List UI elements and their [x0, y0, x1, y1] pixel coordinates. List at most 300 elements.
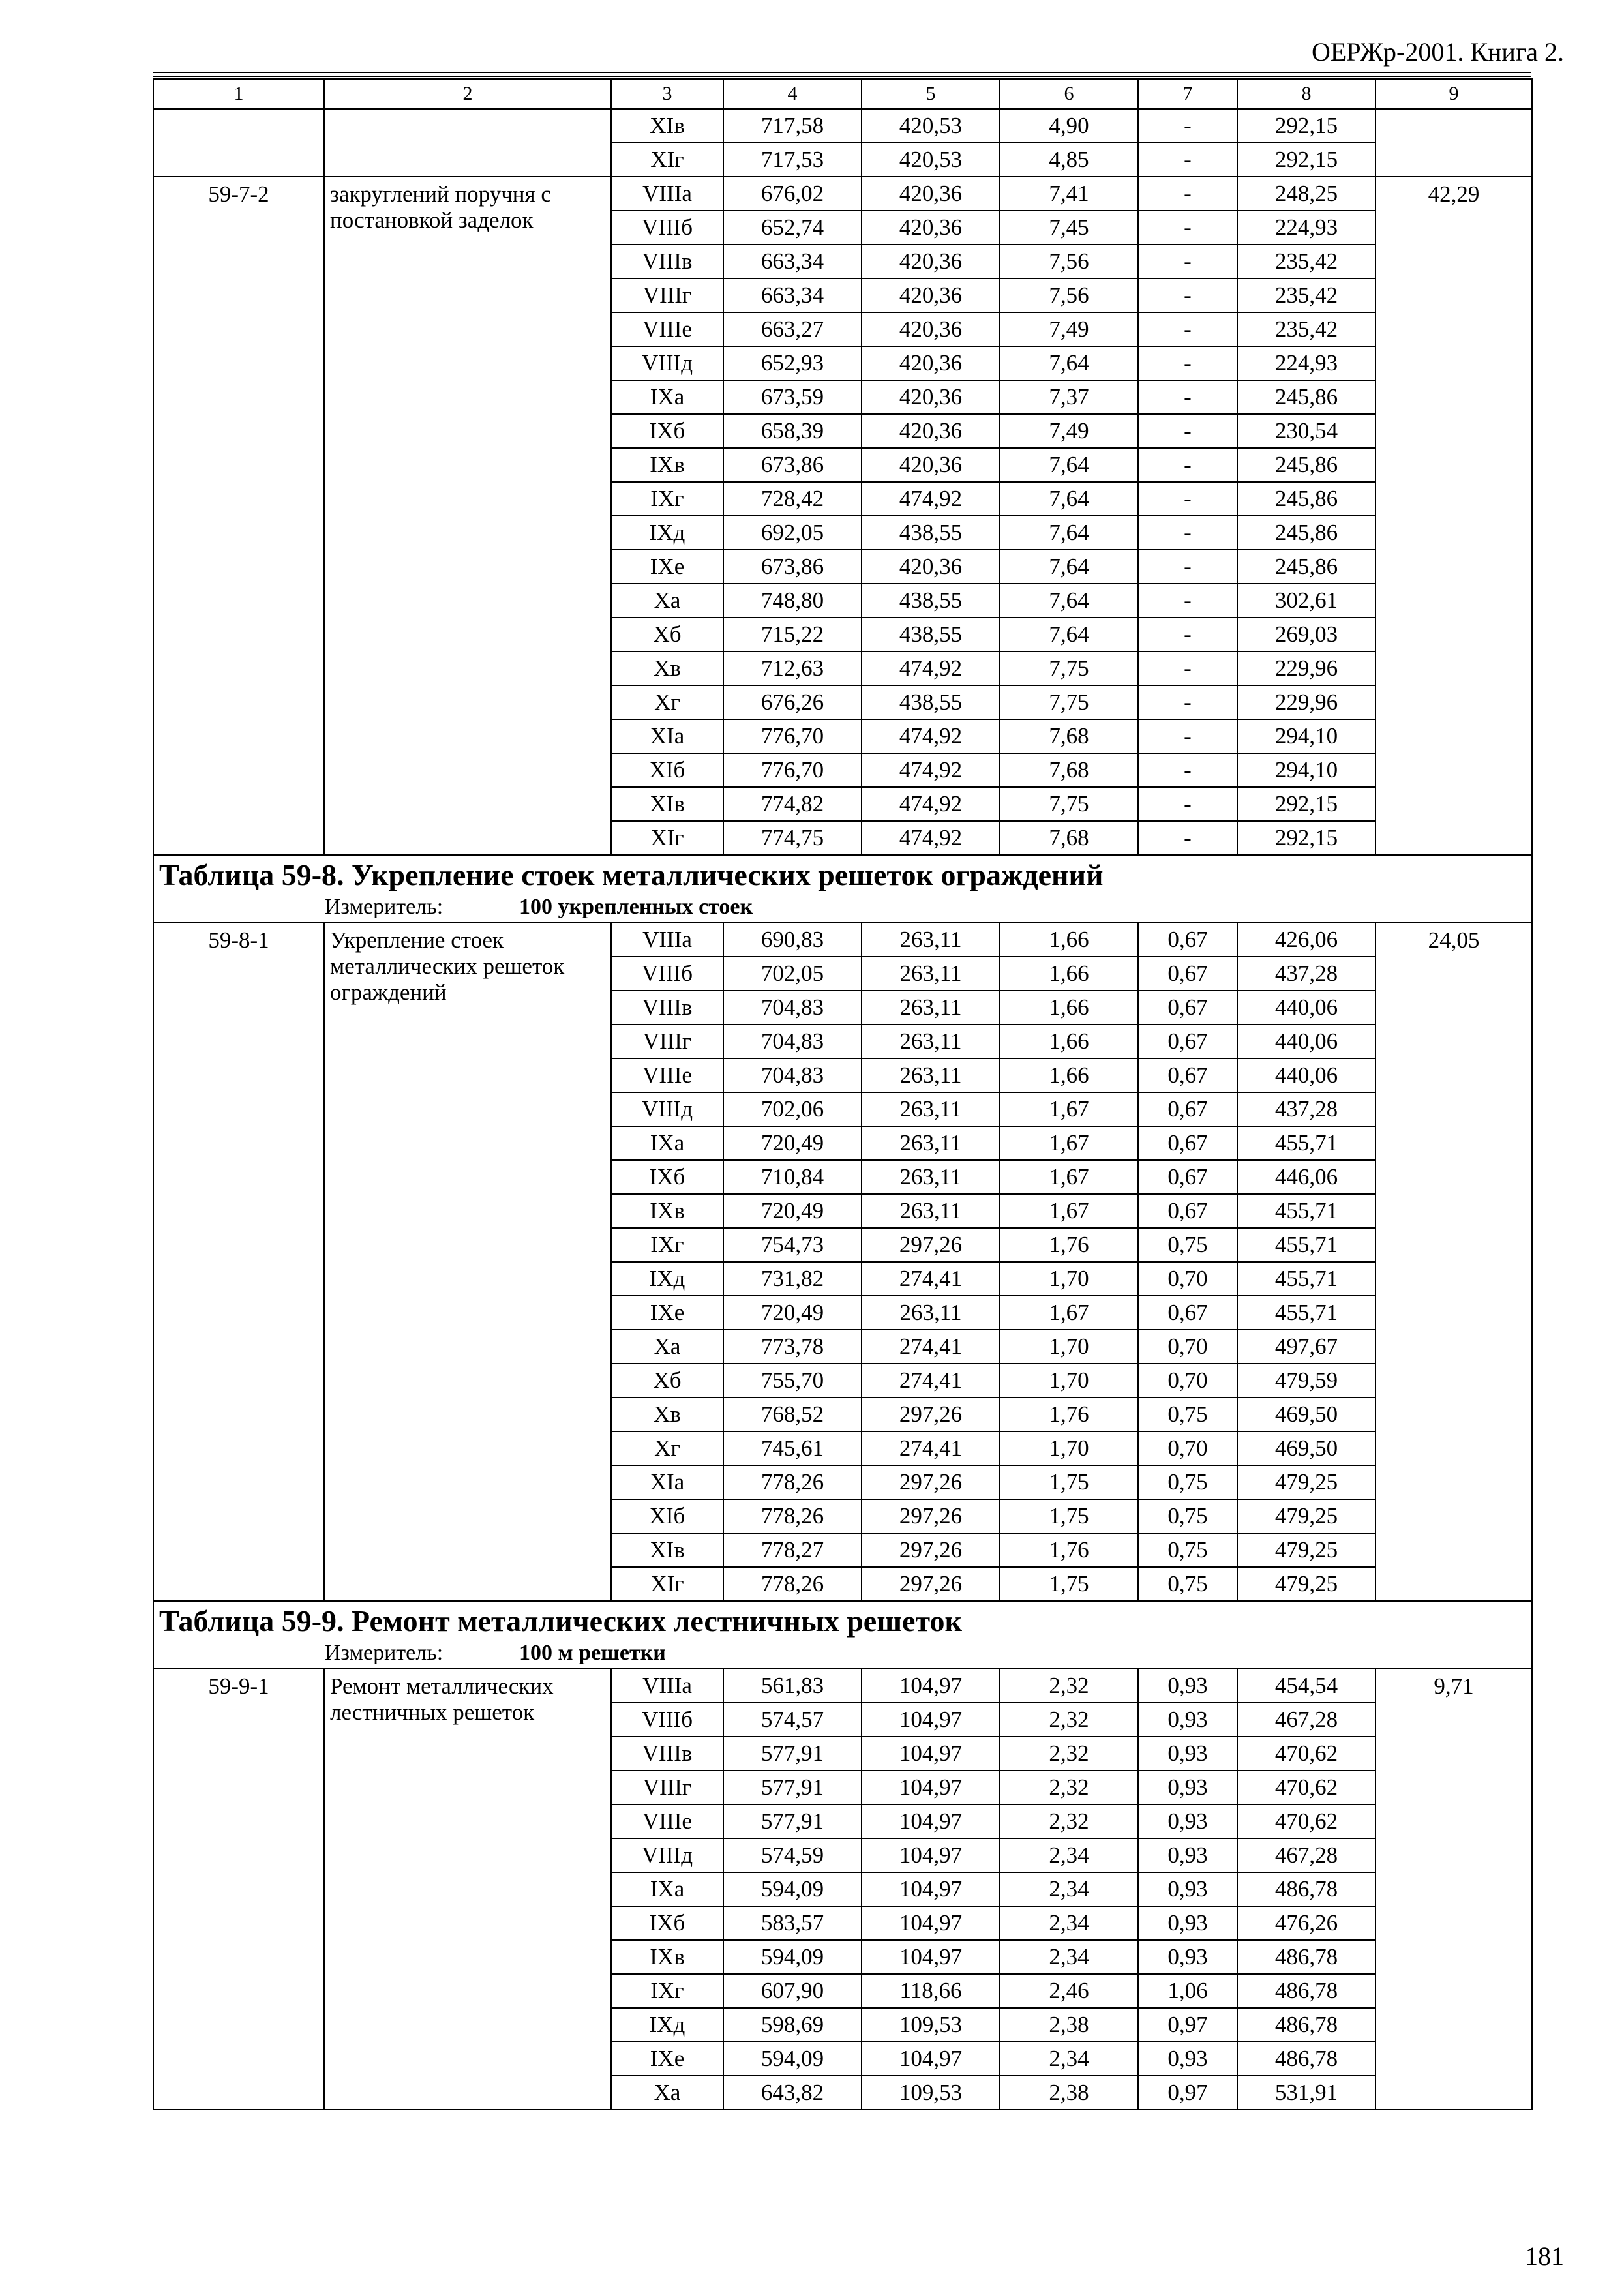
zone-cell: XIв	[611, 1533, 723, 1567]
zone-cell: VIIIа	[611, 177, 723, 211]
materials-cell: 235,42	[1237, 245, 1376, 278]
materials-cell: 440,06	[1237, 991, 1376, 1025]
zone-cell: XIа	[611, 1465, 723, 1499]
wage-cell: 263,11	[862, 1126, 1000, 1160]
materials-cell: 235,42	[1237, 312, 1376, 346]
machinist-wage-cell: -	[1138, 651, 1237, 685]
zone-cell: XIв	[611, 787, 723, 821]
table-title: Таблица 59-9. Ремонт металлических лестничных решеток	[159, 1604, 962, 1638]
machine-cost-cell: 1,66	[1000, 1058, 1138, 1092]
direct-cost-cell: 717,58	[723, 109, 862, 143]
wage-cell: 297,26	[862, 1567, 1000, 1601]
work-description-cell: закруглений поручня с постановкой заделок	[324, 177, 611, 855]
materials-cell: 486,78	[1237, 2042, 1376, 2076]
zone-cell: IXе	[611, 2042, 723, 2076]
materials-cell: 479,25	[1237, 1465, 1376, 1499]
wage-cell: 438,55	[862, 685, 1000, 719]
machinist-wage-cell: -	[1138, 685, 1237, 719]
machinist-wage-cell: 0,70	[1138, 1330, 1237, 1364]
machinist-wage-cell: 0,70	[1138, 1262, 1237, 1296]
page-number: 181	[1525, 2241, 1564, 2271]
machinist-wage-cell: 0,97	[1138, 2008, 1237, 2042]
machine-cost-cell: 1,70	[1000, 1364, 1138, 1398]
machine-cost-cell: 2,32	[1000, 1737, 1138, 1771]
machinist-wage-cell: 0,67	[1138, 991, 1237, 1025]
materials-cell: 469,50	[1237, 1398, 1376, 1431]
table-row	[153, 1669, 1532, 1703]
machinist-wage-cell: -	[1138, 482, 1237, 516]
direct-cost-cell: 577,91	[723, 1804, 862, 1838]
materials-cell: 245,86	[1237, 516, 1376, 550]
machine-cost-cell: 7,75	[1000, 787, 1138, 821]
zone-cell: XIг	[611, 143, 723, 177]
wage-cell: 474,92	[862, 753, 1000, 787]
direct-cost-cell: 720,49	[723, 1126, 862, 1160]
machine-cost-cell: 1,67	[1000, 1194, 1138, 1228]
materials-cell: 224,93	[1237, 346, 1376, 380]
rates-table	[153, 78, 1533, 2110]
zone-cell: IXд	[611, 1262, 723, 1296]
wage-cell: 274,41	[862, 1262, 1000, 1296]
wage-cell: 297,26	[862, 1228, 1000, 1262]
zone-cell: IXв	[611, 1940, 723, 1974]
direct-cost-cell: 728,42	[723, 482, 862, 516]
materials-cell: 467,28	[1237, 1838, 1376, 1872]
materials-cell: 292,15	[1237, 787, 1376, 821]
machinist-wage-cell: 0,75	[1138, 1533, 1237, 1567]
materials-cell: 455,71	[1237, 1228, 1376, 1262]
machinist-wage-cell: 0,67	[1138, 1092, 1237, 1126]
direct-cost-cell: 745,61	[723, 1431, 862, 1465]
direct-cost-cell: 598,69	[723, 2008, 862, 2042]
machine-cost-cell: 7,41	[1000, 177, 1138, 211]
column-number: 6	[1000, 79, 1138, 109]
materials-cell: 294,10	[1237, 753, 1376, 787]
wage-cell: 438,55	[862, 618, 1000, 651]
wage-cell: 438,55	[862, 516, 1000, 550]
header-rule	[153, 72, 1531, 73]
materials-cell: 230,54	[1237, 414, 1376, 448]
wage-cell: 263,11	[862, 1092, 1000, 1126]
machinist-wage-cell: 0,93	[1138, 1838, 1237, 1872]
wage-cell: 420,53	[862, 143, 1000, 177]
machinist-wage-cell: 0,93	[1138, 1771, 1237, 1804]
machinist-wage-cell: -	[1138, 245, 1237, 278]
machine-cost-cell: 7,75	[1000, 685, 1138, 719]
wage-cell: 104,97	[862, 1906, 1000, 1940]
wage-cell: 420,36	[862, 278, 1000, 312]
column-number: 4	[723, 79, 862, 109]
machine-cost-cell: 7,45	[1000, 211, 1138, 245]
table-row	[153, 177, 1532, 211]
machine-cost-cell: 1,76	[1000, 1398, 1138, 1431]
direct-cost-cell: 594,09	[723, 2042, 862, 2076]
machinist-wage-cell: 0,93	[1138, 1669, 1237, 1703]
direct-cost-cell: 776,70	[723, 753, 862, 787]
materials-cell: 455,71	[1237, 1194, 1376, 1228]
zone-cell: VIIIд	[611, 346, 723, 380]
zone-cell: IXд	[611, 516, 723, 550]
measure-line	[154, 892, 1531, 922]
materials-cell: 294,10	[1237, 719, 1376, 753]
direct-cost-cell: 652,93	[723, 346, 862, 380]
machinist-wage-cell: -	[1138, 109, 1237, 143]
zone-cell: VIIIб	[611, 957, 723, 991]
zone-cell: IXб	[611, 414, 723, 448]
wage-cell: 118,66	[862, 1974, 1000, 2008]
zone-cell: IXб	[611, 1906, 723, 1940]
direct-cost-cell: 663,34	[723, 245, 862, 278]
wage-cell: 263,11	[862, 1194, 1000, 1228]
wage-cell: 263,11	[862, 1296, 1000, 1330]
zone-cell: VIIIа	[611, 1669, 723, 1703]
materials-cell: 224,93	[1237, 211, 1376, 245]
wage-cell: 297,26	[862, 1465, 1000, 1499]
machine-cost-cell: 2,34	[1000, 1872, 1138, 1906]
machine-cost-cell: 1,67	[1000, 1092, 1138, 1126]
materials-cell: 292,15	[1237, 143, 1376, 177]
machine-cost-cell: 7,56	[1000, 245, 1138, 278]
column-number: 3	[611, 79, 723, 109]
direct-cost-cell: 712,63	[723, 651, 862, 685]
zone-cell: Xб	[611, 618, 723, 651]
materials-cell: 455,71	[1237, 1126, 1376, 1160]
wage-cell: 420,53	[862, 109, 1000, 143]
direct-cost-cell: 702,06	[723, 1092, 862, 1126]
materials-cell: 486,78	[1237, 1872, 1376, 1906]
direct-cost-cell: 715,22	[723, 618, 862, 651]
wage-cell: 274,41	[862, 1364, 1000, 1398]
rate-code-cell: 59-9-1	[153, 1669, 324, 2110]
wage-cell: 263,11	[862, 1160, 1000, 1194]
machine-cost-cell: 7,64	[1000, 346, 1138, 380]
measure-label: Измеритель:	[325, 895, 444, 919]
materials-cell: 455,71	[1237, 1262, 1376, 1296]
machine-cost-cell: 1,75	[1000, 1465, 1138, 1499]
machinist-wage-cell: 0,97	[1138, 2076, 1237, 2110]
direct-cost-cell: 774,75	[723, 821, 862, 855]
work-description-cell: Ремонт металлических лестничных решеток	[324, 1669, 611, 2110]
machinist-wage-cell: 0,75	[1138, 1567, 1237, 1601]
rate-code-cell: 59-7-2	[153, 177, 324, 855]
zone-cell: IXе	[611, 1296, 723, 1330]
wage-cell: 104,97	[862, 1737, 1000, 1771]
zone-cell: VIIIв	[611, 245, 723, 278]
wage-cell: 104,97	[862, 1771, 1000, 1804]
machine-cost-cell: 1,70	[1000, 1262, 1138, 1296]
zone-cell: VIIIа	[611, 923, 723, 957]
zone-cell: Xб	[611, 1364, 723, 1398]
zone-cell: XIг	[611, 1567, 723, 1601]
materials-cell: 469,50	[1237, 1431, 1376, 1465]
zone-cell: XIа	[611, 719, 723, 753]
wage-cell: 109,53	[862, 2076, 1000, 2110]
table-title-cell	[153, 855, 1532, 923]
machine-cost-cell: 2,32	[1000, 1669, 1138, 1703]
column-number: 9	[1376, 79, 1532, 109]
measure-value: 100 укрепленных стоек	[519, 895, 753, 919]
direct-cost-cell: 704,83	[723, 1025, 862, 1058]
materials-cell: 486,78	[1237, 2008, 1376, 2042]
wage-cell: 274,41	[862, 1431, 1000, 1465]
machine-cost-cell: 7,64	[1000, 448, 1138, 482]
materials-cell: 467,28	[1237, 1703, 1376, 1737]
materials-cell: 440,06	[1237, 1058, 1376, 1092]
materials-cell: 245,86	[1237, 380, 1376, 414]
wage-cell: 420,36	[862, 550, 1000, 584]
machinist-wage-cell: -	[1138, 584, 1237, 618]
column-number: 1	[153, 79, 324, 109]
direct-cost-cell: 607,90	[723, 1974, 862, 2008]
machine-cost-cell: 4,90	[1000, 109, 1138, 143]
wage-cell: 104,97	[862, 1804, 1000, 1838]
wage-cell: 104,97	[862, 1703, 1000, 1737]
wage-cell: 263,11	[862, 991, 1000, 1025]
wage-cell: 420,36	[862, 177, 1000, 211]
direct-cost-cell: 574,59	[723, 1838, 862, 1872]
direct-cost-cell: 561,83	[723, 1669, 862, 1703]
direct-cost-cell: 663,27	[723, 312, 862, 346]
machine-cost-cell: 2,38	[1000, 2008, 1138, 2042]
materials-cell: 292,15	[1237, 821, 1376, 855]
wage-cell: 474,92	[862, 482, 1000, 516]
zone-cell: IXг	[611, 1228, 723, 1262]
zone-cell: IXа	[611, 1872, 723, 1906]
machine-cost-cell: 2,34	[1000, 1838, 1138, 1872]
materials-cell: 245,86	[1237, 550, 1376, 584]
zone-cell: XIб	[611, 753, 723, 787]
wage-cell: 420,36	[862, 211, 1000, 245]
materials-cell: 479,25	[1237, 1567, 1376, 1601]
machine-cost-cell: 2,34	[1000, 1940, 1138, 1974]
direct-cost-cell: 658,39	[723, 414, 862, 448]
zone-cell: VIIIб	[611, 211, 723, 245]
materials-cell: 486,78	[1237, 1940, 1376, 1974]
machinist-wage-cell: -	[1138, 821, 1237, 855]
wage-cell: 420,36	[862, 380, 1000, 414]
machine-cost-cell: 1,70	[1000, 1431, 1138, 1465]
column-number: 2	[324, 79, 611, 109]
machine-cost-cell: 2,32	[1000, 1771, 1138, 1804]
direct-cost-cell: 702,05	[723, 957, 862, 991]
wage-cell: 104,97	[862, 2042, 1000, 2076]
header-rule-secondary	[153, 76, 1531, 77]
direct-cost-cell: 754,73	[723, 1228, 862, 1262]
machinist-wage-cell: 0,67	[1138, 1025, 1237, 1058]
wage-cell: 104,97	[862, 1940, 1000, 1974]
direct-cost-cell: 774,82	[723, 787, 862, 821]
machinist-wage-cell: -	[1138, 177, 1237, 211]
machine-cost-cell: 1,67	[1000, 1296, 1138, 1330]
materials-cell: 479,25	[1237, 1533, 1376, 1567]
direct-cost-cell: 663,34	[723, 278, 862, 312]
wage-cell: 263,11	[862, 923, 1000, 957]
machinist-wage-cell: 0,93	[1138, 1737, 1237, 1771]
machine-cost-cell: 7,49	[1000, 414, 1138, 448]
machine-cost-cell: 7,64	[1000, 516, 1138, 550]
materials-cell: 437,28	[1237, 1092, 1376, 1126]
machinist-wage-cell: 0,93	[1138, 1906, 1237, 1940]
machine-cost-cell: 1,67	[1000, 1160, 1138, 1194]
machinist-wage-cell: 0,70	[1138, 1364, 1237, 1398]
direct-cost-cell: 692,05	[723, 516, 862, 550]
measure-line	[154, 1638, 1531, 1668]
machinist-wage-cell: 0,75	[1138, 1398, 1237, 1431]
wage-cell: 474,92	[862, 719, 1000, 753]
machinist-wage-cell: -	[1138, 414, 1237, 448]
machinist-wage-cell: 0,67	[1138, 957, 1237, 991]
materials-cell: 248,25	[1237, 177, 1376, 211]
wage-cell: 263,11	[862, 1025, 1000, 1058]
machine-cost-cell: 2,38	[1000, 2076, 1138, 2110]
direct-cost-cell: 652,74	[723, 211, 862, 245]
machinist-wage-cell: 0,70	[1138, 1431, 1237, 1465]
materials-cell: 497,67	[1237, 1330, 1376, 1364]
direct-cost-cell: 704,83	[723, 1058, 862, 1092]
wage-cell: 420,36	[862, 312, 1000, 346]
direct-cost-cell: 643,82	[723, 2076, 862, 2110]
wage-cell: 474,92	[862, 787, 1000, 821]
machinist-wage-cell: 0,75	[1138, 1465, 1237, 1499]
machinist-wage-cell: 0,67	[1138, 1194, 1237, 1228]
machine-cost-cell: 2,32	[1000, 1703, 1138, 1737]
table-title-row	[153, 1601, 1532, 1669]
machinist-wage-cell: 0,93	[1138, 1804, 1237, 1838]
work-description-cell	[324, 109, 611, 177]
machine-cost-cell: 1,76	[1000, 1533, 1138, 1567]
zone-cell: IXа	[611, 1126, 723, 1160]
table-title: Таблица 59-8. Укрепление стоек металлических решеток ограждений	[159, 858, 1104, 891]
zone-cell: Xв	[611, 1398, 723, 1431]
machinist-wage-cell: 0,67	[1138, 1160, 1237, 1194]
zone-cell: IXв	[611, 1194, 723, 1228]
materials-cell: 235,42	[1237, 278, 1376, 312]
materials-cell: 437,28	[1237, 957, 1376, 991]
machinist-wage-cell: -	[1138, 346, 1237, 380]
materials-cell: 245,86	[1237, 482, 1376, 516]
direct-cost-cell: 717,53	[723, 143, 862, 177]
machinist-wage-cell: 0,67	[1138, 923, 1237, 957]
materials-cell: 245,86	[1237, 448, 1376, 482]
zone-cell: VIIIе	[611, 1058, 723, 1092]
machinist-wage-cell: -	[1138, 753, 1237, 787]
materials-cell: 440,06	[1237, 1025, 1376, 1058]
direct-cost-cell: 748,80	[723, 584, 862, 618]
direct-cost-cell: 673,86	[723, 448, 862, 482]
machinist-wage-cell: 0,93	[1138, 1703, 1237, 1737]
direct-cost-cell: 720,49	[723, 1194, 862, 1228]
machinist-wage-cell: 0,75	[1138, 1499, 1237, 1533]
machine-cost-cell: 7,64	[1000, 618, 1138, 651]
machine-cost-cell: 7,68	[1000, 753, 1138, 787]
machinist-wage-cell: -	[1138, 312, 1237, 346]
machinist-wage-cell: 0,93	[1138, 2042, 1237, 2076]
direct-cost-cell: 710,84	[723, 1160, 862, 1194]
machinist-wage-cell: 0,75	[1138, 1228, 1237, 1262]
materials-cell: 531,91	[1237, 2076, 1376, 2110]
direct-cost-cell: 704,83	[723, 991, 862, 1025]
zone-cell: VIIIд	[611, 1092, 723, 1126]
zone-cell: IXв	[611, 448, 723, 482]
column-number: 5	[862, 79, 1000, 109]
materials-cell: 302,61	[1237, 584, 1376, 618]
machinist-wage-cell: 0,93	[1138, 1940, 1237, 1974]
direct-cost-cell: 778,26	[723, 1499, 862, 1533]
materials-cell: 479,25	[1237, 1499, 1376, 1533]
wage-cell: 263,11	[862, 1058, 1000, 1092]
machine-cost-cell: 4,85	[1000, 143, 1138, 177]
machine-cost-cell: 2,32	[1000, 1804, 1138, 1838]
direct-cost-cell: 776,70	[723, 719, 862, 753]
direct-cost-cell: 594,09	[723, 1872, 862, 1906]
zone-cell: Xа	[611, 1330, 723, 1364]
machinist-wage-cell: 0,67	[1138, 1296, 1237, 1330]
machinist-wage-cell: -	[1138, 143, 1237, 177]
zone-cell: Xв	[611, 651, 723, 685]
zone-cell: Xг	[611, 685, 723, 719]
wage-cell: 109,53	[862, 2008, 1000, 2042]
zone-cell: VIIIе	[611, 312, 723, 346]
direct-cost-cell: 577,91	[723, 1737, 862, 1771]
rate-code-cell: 59-8-1	[153, 923, 324, 1601]
materials-cell: 292,15	[1237, 109, 1376, 143]
zone-cell: VIIIв	[611, 1737, 723, 1771]
wage-cell: 420,36	[862, 414, 1000, 448]
zone-cell: IXб	[611, 1160, 723, 1194]
wage-cell: 297,26	[862, 1499, 1000, 1533]
direct-cost-cell: 778,26	[723, 1567, 862, 1601]
direct-cost-cell: 731,82	[723, 1262, 862, 1296]
machine-cost-cell: 1,75	[1000, 1499, 1138, 1533]
zone-cell: VIIIг	[611, 1771, 723, 1804]
labor-cost-cell	[1376, 109, 1532, 177]
materials-cell: 229,96	[1237, 685, 1376, 719]
materials-cell: 455,71	[1237, 1296, 1376, 1330]
zone-cell: XIв	[611, 109, 723, 143]
materials-cell: 486,78	[1237, 1974, 1376, 2008]
direct-cost-cell: 574,57	[723, 1703, 862, 1737]
machine-cost-cell: 1,66	[1000, 957, 1138, 991]
wage-cell: 263,11	[862, 957, 1000, 991]
machine-cost-cell: 7,68	[1000, 821, 1138, 855]
table-title-row	[153, 855, 1532, 923]
zone-cell: Xа	[611, 584, 723, 618]
zone-cell: IXа	[611, 380, 723, 414]
wage-cell: 420,36	[862, 245, 1000, 278]
zone-cell: VIIIг	[611, 278, 723, 312]
machine-cost-cell: 1,66	[1000, 1025, 1138, 1058]
machine-cost-cell: 1,66	[1000, 991, 1138, 1025]
direct-cost-cell: 594,09	[723, 1940, 862, 1974]
machine-cost-cell: 7,64	[1000, 550, 1138, 584]
machine-cost-cell: 1,67	[1000, 1126, 1138, 1160]
column-number: 8	[1237, 79, 1376, 109]
direct-cost-cell: 778,27	[723, 1533, 862, 1567]
direct-cost-cell: 755,70	[723, 1364, 862, 1398]
direct-cost-cell: 720,49	[723, 1296, 862, 1330]
zone-cell: VIIIв	[611, 991, 723, 1025]
direct-cost-cell: 690,83	[723, 923, 862, 957]
labor-cost-cell: 24,05	[1376, 923, 1532, 1601]
materials-cell: 446,06	[1237, 1160, 1376, 1194]
machine-cost-cell: 7,37	[1000, 380, 1138, 414]
direct-cost-cell: 676,26	[723, 685, 862, 719]
wage-cell: 474,92	[862, 651, 1000, 685]
machinist-wage-cell: -	[1138, 278, 1237, 312]
machinist-wage-cell: 1,06	[1138, 1974, 1237, 2008]
wage-cell: 104,97	[862, 1669, 1000, 1703]
machinist-wage-cell: -	[1138, 719, 1237, 753]
